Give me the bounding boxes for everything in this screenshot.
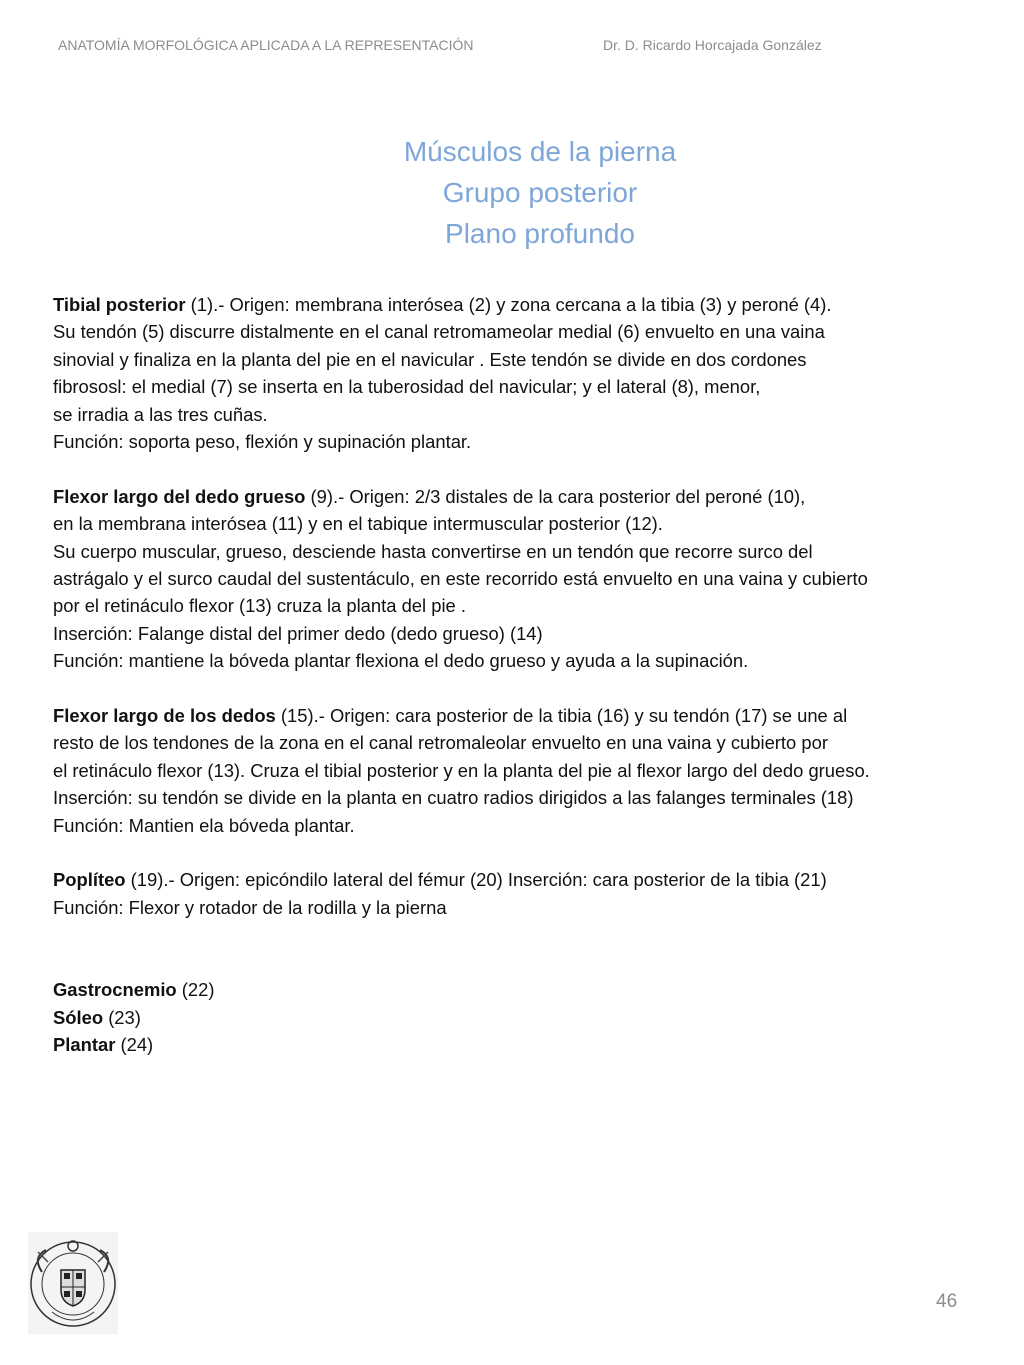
text-line: astrágalo y el surco caudal del sustentáculo, en este recorrido está envuelto en una vaina y cubierto	[53, 568, 868, 590]
text-line: el retináculo flexor (13). Cruza el tibial posterior y en la planta del pie al flexor largo del dedo grueso.	[53, 759, 870, 781]
text-line	[53, 483, 993, 510]
text-line: sinovial y finaliza en la planta del pie en el navicular . Este tendón se divide en dos cordones	[53, 348, 807, 370]
page-title	[380, 131, 700, 254]
text-line: Su cuerpo muscular, grueso, desciende hasta convertirse en un tendón que recorre surco del	[53, 540, 813, 562]
text-line: Inserción: su tendón se divide en la planta en cuatro radios dirigidos a las falanges terminales (18)	[53, 787, 854, 809]
muscle-name-flexor-dedos: Flexor largo de los dedos	[53, 705, 276, 727]
text-line: fibrososl: el medial (7) se inserta en la tuberosidad del navicular; y el lateral (8), menor,	[53, 376, 761, 398]
text-line: Inserción: Falange distal del primer dedo (dedo grueso) (14)	[53, 622, 543, 644]
muscle-name-gastrocnemio: Gastrocnemio	[53, 979, 177, 1001]
muscle-name-tibial-posterior: Tibial posterior	[53, 294, 186, 315]
header-course-title: ANATOMÍA MORFOLÓGICA APLICADA A LA REPRESENTACIÓN	[58, 37, 474, 53]
text-span: (22)	[176, 979, 215, 1001]
text-line	[53, 291, 993, 318]
text-span: (24)	[115, 1033, 154, 1055]
text-span: (23)	[103, 1006, 141, 1028]
text-line: por el retináculo flexor (13) cruza la planta del pie .	[53, 595, 466, 617]
text-line: en la membrana interósea (11) y en el tabique intermuscular posterior (12).	[53, 513, 663, 535]
text-line	[53, 1004, 993, 1031]
text-line: Función: mantiene la bóveda plantar flexiona el dedo grueso y ayuda a la supinación.	[53, 650, 749, 672]
text-span: (9).- Origen: 2/3 distales de la cara posterior del peroné (10),	[305, 485, 806, 507]
text-line: Función: Mantien ela bóveda plantar.	[53, 814, 355, 836]
text-span: (19).- Origen: epicóndilo lateral del fémur (20) Inserción: cara posterior de la tibia (21)	[125, 869, 827, 891]
header-author: Dr. D. Ricardo Horcajada González	[603, 37, 822, 53]
title-line-3: Plano profundo	[445, 218, 635, 249]
text-span: (15).- Origen: cara posterior de la tibia (16) y su tendón (17) se une al	[275, 705, 848, 727]
text-line	[53, 976, 993, 1003]
page-number: 46	[936, 1291, 958, 1312]
title-line-1: Músculos de la pierna	[403, 136, 677, 167]
text-line: se irradia a las tres cuñas.	[53, 403, 268, 425]
text-line	[53, 866, 993, 893]
text-line	[53, 702, 993, 729]
text-line	[53, 1031, 993, 1058]
title-line-2: Grupo posterior	[442, 177, 638, 208]
muscle-name-plantar: Plantar	[53, 1033, 116, 1055]
text-span: (1).- Origen: membrana interósea (2) y zona cercana a la tibia (3) y peroné (4).	[185, 294, 832, 315]
text-line: Función: Flexor y rotador de la rodilla y la pierna	[53, 896, 447, 918]
muscle-name-popliteo: Poplíteo	[53, 869, 126, 891]
muscle-name-soleo: Sóleo	[53, 1006, 104, 1028]
university-seal-icon	[28, 1232, 118, 1334]
text-line: Función: soporta peso, flexión y supinación plantar.	[53, 431, 472, 453]
body-text	[53, 291, 993, 1058]
text-line: Su tendón (5) discurre distalmente en el canal retromameolar medial (6) envuelto en una vaina	[53, 321, 825, 343]
muscle-name-flexor-dedo-grueso: Flexor largo del dedo grueso	[53, 485, 306, 507]
text-line: resto de los tendones de la zona en el canal retromaleolar envuelto en una vaina y cubierto por	[53, 732, 828, 754]
